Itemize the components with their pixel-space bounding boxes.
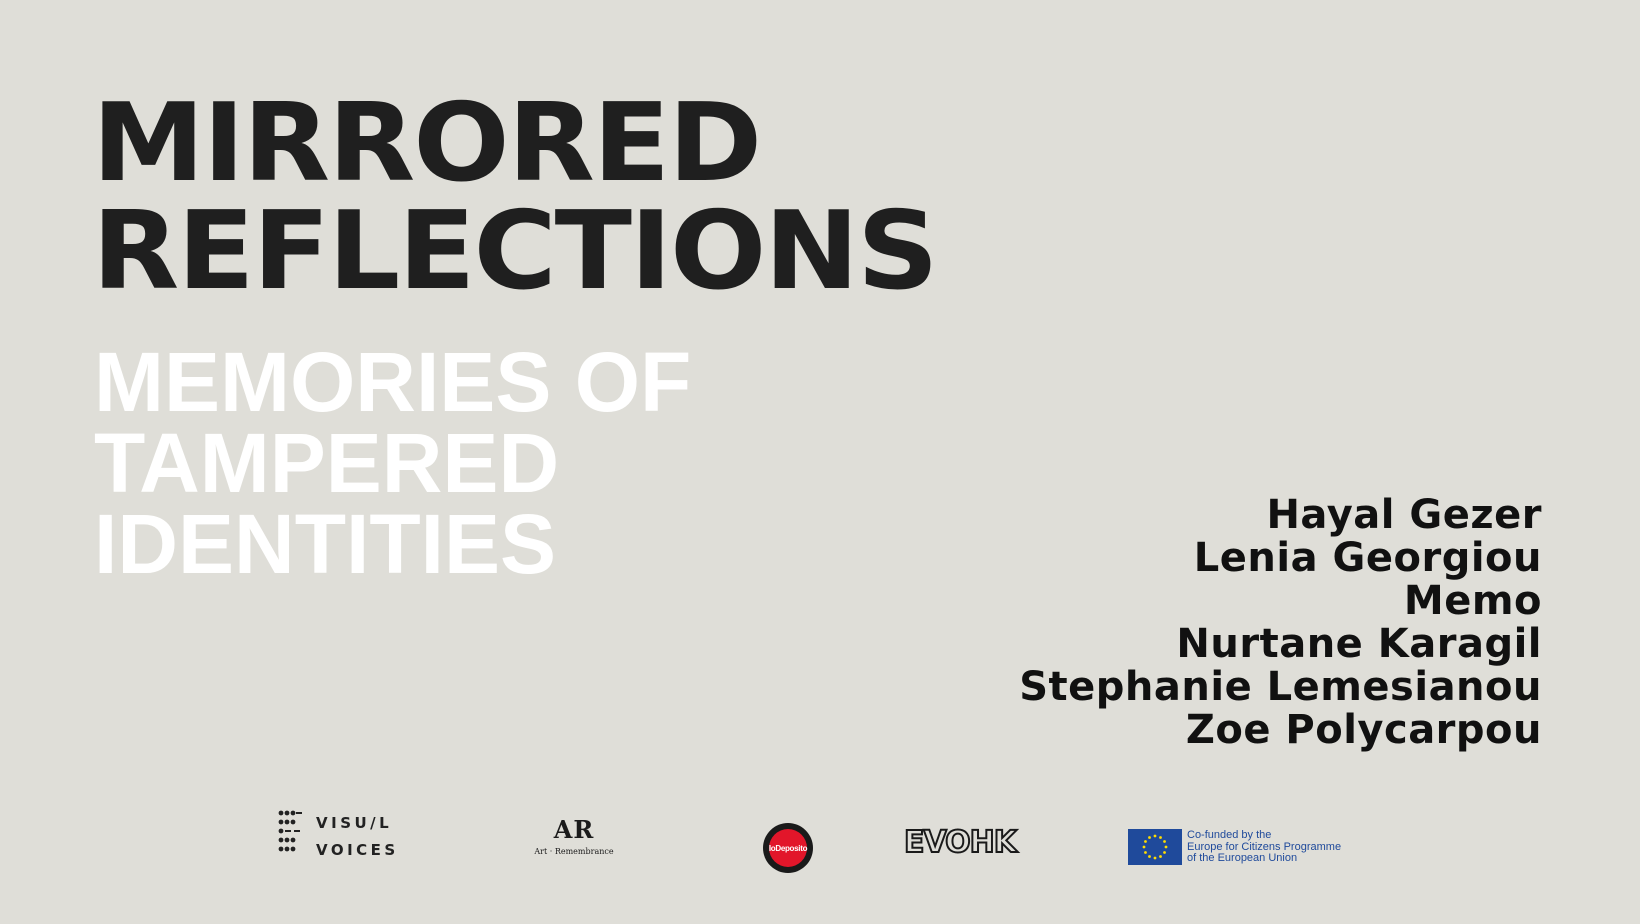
main-title	[92, 81, 937, 314]
artist-name: Lenia Georgiou	[1193, 535, 1542, 581]
subtitle-line-2: TAMPERED	[94, 416, 560, 510]
eu-star	[1154, 857, 1157, 860]
eu-star	[1144, 840, 1147, 843]
art-remembrance-subtext: Art · Remembrance	[534, 847, 614, 856]
evohk-logo: EVOHK	[904, 825, 1017, 860]
eu-text-line-2: Europe for Citizens Programme	[1187, 840, 1342, 853]
subtitle-line-3: IDENTITIES	[94, 497, 557, 591]
subtitle-line-1: MEMORIES OF	[94, 335, 692, 429]
artist-name: Zoe Polycarpou	[1185, 707, 1542, 753]
eu-star	[1165, 846, 1168, 849]
artist-name: Hayal Gezer	[1266, 492, 1542, 538]
eu-star	[1163, 851, 1166, 854]
iodeposito-logo	[763, 823, 813, 873]
art-remembrance-logo	[534, 815, 614, 864]
art-remembrance-mark: AR	[553, 815, 595, 844]
visual-voices-line-1: VISU/L	[316, 814, 393, 832]
eu-star	[1143, 846, 1146, 849]
iodeposito-text: IoDeposito	[769, 829, 807, 867]
artist-name: Nurtane Karagil	[1176, 621, 1542, 667]
artist-name: Memo	[1403, 578, 1542, 624]
eu-text-line-1: Co-funded by the	[1187, 829, 1272, 841]
eu-star	[1159, 836, 1162, 839]
visual-voices-line-2: VOICES	[316, 841, 399, 859]
artist-name: Stephanie Lemesianou	[1019, 664, 1542, 710]
eu-star	[1163, 840, 1166, 843]
eu-star	[1159, 855, 1162, 858]
eu-flag-icon	[1128, 829, 1182, 865]
eu-star	[1148, 836, 1151, 839]
subtitle	[94, 335, 692, 591]
eu-cofunded-logo	[1128, 829, 1358, 867]
partner-logos	[0, 780, 1640, 900]
title-line-1: MIRRORED	[92, 81, 761, 206]
artist-list	[1019, 494, 1542, 752]
eu-star	[1144, 851, 1147, 854]
eu-star	[1154, 835, 1157, 838]
visual-voices-logo	[278, 810, 403, 860]
title-line-2: REFLECTIONS	[92, 189, 937, 314]
eu-text-line-3: of the European Union	[1187, 852, 1298, 864]
visual-voices-dots-icon	[278, 810, 302, 852]
eu-star	[1148, 855, 1151, 858]
